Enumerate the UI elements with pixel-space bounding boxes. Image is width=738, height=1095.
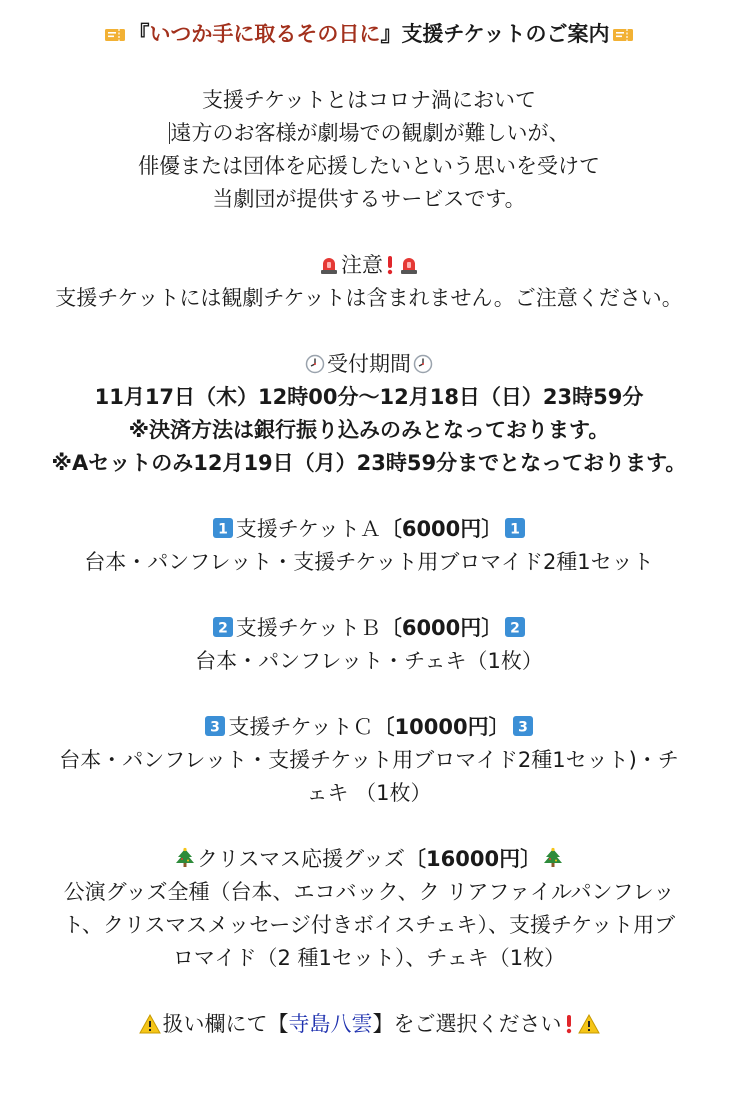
siren-icon	[399, 252, 419, 285]
ticket-c-name: 支援チケットＣ	[228, 715, 374, 739]
keycap-one-label: 1	[510, 521, 521, 538]
keycap-two-icon	[504, 615, 526, 648]
ticket-c-price: 〔10000円〕	[373, 715, 510, 739]
ticket-c-heading	[0, 711, 738, 744]
keycap-three-icon	[204, 714, 226, 747]
page-title	[0, 18, 738, 51]
keycap-two-label: 2	[510, 620, 521, 637]
period-heading	[0, 348, 738, 381]
footer-prefix: 扱い欄にて【	[162, 1012, 289, 1036]
spacer	[0, 975, 738, 1008]
intro-line: 当劇団が提供するサービスです。	[212, 187, 526, 211]
exclamation-icon	[564, 1011, 574, 1044]
intro-line	[0, 117, 738, 150]
spacer	[0, 480, 738, 513]
keycap-one-icon	[504, 516, 526, 549]
spacer	[0, 579, 738, 612]
spacer	[0, 678, 738, 711]
notice-heading	[0, 249, 738, 282]
ticket-a-contents: 台本・パンフレット・支援チケット用ブロマイド2種1セット	[84, 550, 654, 574]
ticket-b-contents: 台本・パンフレット・チェキ（1枚）	[195, 649, 543, 673]
footer-instruction	[0, 1008, 738, 1041]
ticket-c-contents: 台本・パンフレット・支援チケット用ブロマイド2種1セット)・チ	[59, 748, 679, 772]
christmas-heading	[0, 843, 738, 876]
intro-line: 俳優または団体を応援したいという思いを受けて	[138, 154, 600, 178]
title-bracket-close: 』	[380, 22, 402, 46]
keycap-two-icon	[212, 615, 234, 648]
clock-icon	[305, 351, 325, 384]
keycap-three-label: 3	[517, 719, 528, 736]
intro-line: 支援チケットとはコロナ渦において	[201, 88, 537, 112]
title-suffix: 支援チケットのご案内	[401, 22, 610, 46]
ticket-a-heading	[0, 513, 738, 546]
notice-heading-text: 注意	[341, 253, 383, 277]
ticket-c-contents: ェキ （1枚）	[306, 781, 432, 805]
keycap-two-label: 2	[217, 620, 228, 637]
intro-line-text: 遠方のお客様が劇場での観劇が難しいが、	[170, 121, 570, 145]
ticket-b-heading	[0, 612, 738, 645]
period-note: ※Aセットのみ12月19日（月）23時59分までとなっております。	[51, 451, 687, 475]
footer-suffix: 】をご選択ください	[372, 1012, 562, 1036]
notice-text: 支援チケットには観劇チケットは含まれません。ご注意ください。	[55, 286, 683, 310]
ticket-icon	[612, 21, 634, 54]
ticket-a-price: 〔6000円〕	[380, 517, 503, 541]
clock-icon	[413, 351, 433, 384]
keycap-one-label: 1	[217, 521, 228, 538]
christmas-price: 〔16000円〕	[405, 847, 542, 871]
keycap-three-icon	[512, 714, 534, 747]
christmas-contents: ト、クリスマスメッセージ付きボイスチェキ）、支援チケット用ブ	[62, 913, 676, 937]
siren-icon	[319, 252, 339, 285]
period-dates: 11月17日（木）12時00分～12月18日（日）23時59分	[94, 385, 644, 409]
keycap-three-label: 3	[210, 719, 221, 736]
spacer	[0, 810, 738, 843]
spacer	[0, 216, 738, 249]
ticket-b-name: 支援チケットＢ	[235, 616, 381, 640]
christmas-tree-icon	[175, 846, 195, 879]
period-heading-text: 受付期間	[327, 352, 411, 376]
warning-icon	[578, 1011, 600, 1044]
ticket-b-price: 〔6000円〕	[380, 616, 503, 640]
actor-name-link[interactable]: 寺島八雲	[288, 1012, 373, 1036]
keycap-one-icon	[212, 516, 234, 549]
title-name: いつか手に取るその日に	[149, 22, 381, 46]
title-bracket-open: 『	[128, 22, 150, 46]
ticket-icon	[104, 21, 126, 54]
exclamation-icon	[385, 252, 395, 285]
warning-icon	[139, 1011, 161, 1044]
christmas-contents: ロマイド（2 種1セット）、チェキ（1枚）	[172, 946, 566, 970]
spacer	[0, 315, 738, 348]
christmas-name: クリスマス応援グッズ	[196, 847, 406, 871]
christmas-contents: 公演グッズ全種（台本、エコバック、ク リアファイルパンフレッ	[63, 880, 675, 904]
ticket-a-name: 支援チケットＡ	[235, 517, 381, 541]
text-caret	[169, 122, 170, 144]
period-note: ※決済方法は銀行振り込みのみとなっております。	[128, 418, 610, 442]
christmas-tree-icon	[543, 846, 563, 879]
spacer	[0, 51, 738, 84]
